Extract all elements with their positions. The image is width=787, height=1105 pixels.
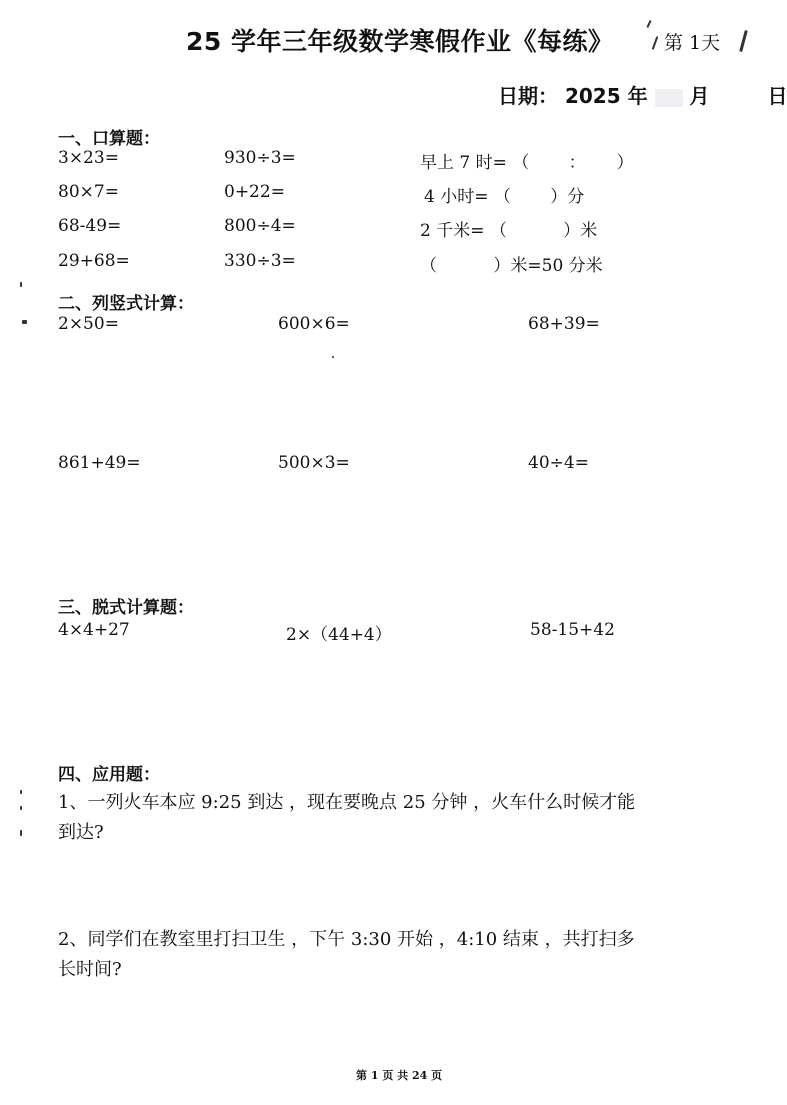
day-label: 第 1天: [664, 32, 721, 54]
scan-mark: [20, 282, 22, 287]
section-4-title: 四、应用题：: [58, 765, 160, 785]
word-problem-2-line2: 长时间?: [58, 959, 122, 980]
oral-item: 29+68=: [58, 251, 130, 271]
vertical-calc-item: 500×3=: [278, 453, 350, 473]
vertical-calc-item: 68+39=: [528, 314, 600, 334]
date-year: 2025 年: [564, 84, 648, 108]
step-calc-item: 58-15+42: [530, 620, 615, 640]
word-problem-2-line1: 2、同学们在教室里打扫卫生 ，下午 3:30 开始 ，4:10 结束 ，共打扫多: [58, 929, 635, 950]
date-smudge: [655, 89, 683, 107]
oral-item: 80×7=: [58, 182, 119, 202]
scan-mark: [20, 790, 22, 794]
vertical-calc-item: 861+49=: [58, 453, 141, 473]
word-problem-1-line1: 1、一列火车本应 9:25 到达 ，现在要晚点 25 分钟 ，火车什么时候才能: [58, 792, 636, 813]
oral-item: 2 千米= （ ）米: [420, 221, 598, 241]
oral-item: （ ）米=50 分米: [420, 256, 603, 276]
scan-mark: [652, 36, 659, 50]
scan-mark: [646, 20, 651, 28]
step-calc-item: 4×4+27: [58, 620, 130, 640]
scan-mark: [20, 830, 22, 836]
date-month: 月: [689, 84, 710, 108]
section-3-title: 三、脱式计算题：: [58, 598, 194, 618]
date-line: [498, 80, 787, 109]
oral-item: 0+22=: [224, 182, 285, 202]
oral-item: 68-49=: [58, 216, 122, 236]
date-label: 日期：: [498, 84, 558, 108]
oral-item: 4 小时= （ ）分: [424, 187, 585, 207]
oral-item: 330÷3=: [224, 251, 296, 271]
step-calc-item: 2×（44+4）: [286, 625, 392, 645]
date-day: 日: [767, 84, 787, 108]
vertical-calc-item: 2×50=: [58, 314, 119, 334]
worksheet-title: 25 学年三年级数学寒假作业《每练》: [186, 27, 614, 56]
scan-mark: [332, 356, 334, 358]
section-1-title: 一、口算题：: [58, 129, 160, 149]
page-footer: 第 1 页 共 24 页: [356, 1069, 443, 1082]
oral-item: 早上 7 时= （ ： ）: [420, 153, 634, 173]
scan-mark: [20, 806, 22, 810]
scan-mark: [22, 320, 27, 324]
word-problem-1-line2: 到达?: [58, 822, 104, 843]
scan-mark: [739, 30, 748, 52]
vertical-calc-item: 40÷4=: [528, 453, 589, 473]
oral-item: 800÷4=: [224, 216, 296, 236]
vertical-calc-item: 600×6=: [278, 314, 350, 334]
section-2-title: 二、列竖式计算：: [58, 294, 194, 314]
oral-item: 930÷3=: [224, 148, 296, 168]
oral-item: 3×23=: [58, 148, 119, 168]
